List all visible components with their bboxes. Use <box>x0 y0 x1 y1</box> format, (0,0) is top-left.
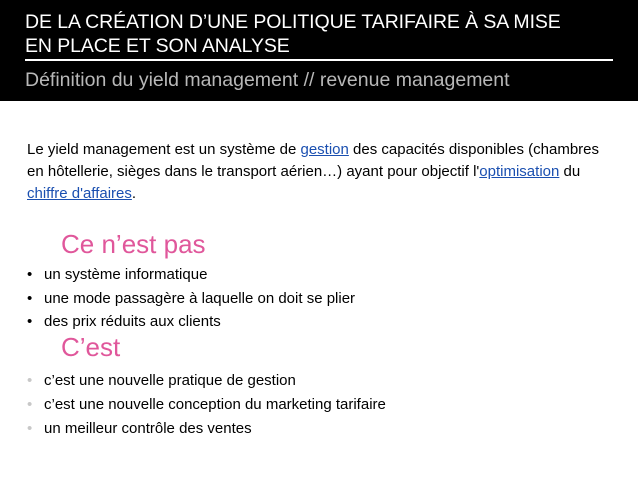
not-section-heading: Ce n’est pas <box>61 229 206 259</box>
bullet-icon: • <box>27 420 33 437</box>
bullet-icon: • <box>27 396 33 413</box>
slide-header <box>0 0 638 101</box>
gestion-link[interactable]: gestion <box>300 141 349 158</box>
chiffre-affaires-link[interactable]: chiffre d'affaires <box>27 185 132 202</box>
title-divider <box>25 59 613 61</box>
bullet-icon: • <box>27 289 33 307</box>
list-item-text: c’est une nouvelle pratique de gestion <box>44 372 296 389</box>
definition-text: des capacités disponibles (chambres en hôtellerie, sièges dans le transport aérien…) ayant pour objectif l' <box>27 141 600 180</box>
definition-paragraph <box>27 139 612 205</box>
slide-title: DE LA CRÉATION D’UNE POLITIQUE TARIFAIRE À SA MISE EN PLACE ET SON ANALYSE <box>25 11 561 57</box>
bullet-icon: • <box>27 266 33 283</box>
list-item <box>27 310 355 334</box>
list-item-text: un système informatique <box>44 266 208 283</box>
slide-subtitle: Définition du yield management // revenue management <box>25 69 510 91</box>
not-section-list <box>27 263 355 334</box>
list-item <box>27 369 386 393</box>
list-item <box>27 417 386 441</box>
is-section-heading: C’est <box>61 332 121 362</box>
list-item-text: une mode passagère à laquelle on doit se plier <box>44 289 356 307</box>
list-item-text: des prix réduits aux clients <box>44 313 221 330</box>
list-item-text: un meilleur contrôle des ventes <box>44 420 252 437</box>
is-section-list <box>27 369 386 441</box>
bullet-icon: • <box>27 372 33 389</box>
list-item <box>27 263 355 287</box>
bullet-icon: • <box>27 313 33 330</box>
list-item <box>27 393 386 417</box>
list-item <box>27 287 355 311</box>
optimisation-link[interactable]: optimisation <box>479 163 560 180</box>
definition-text: . <box>131 185 137 202</box>
definition-text: Le yield management est un système de <box>27 141 301 158</box>
definition-text: du <box>559 163 581 180</box>
list-item-text: c’est une nouvelle conception du marketing tarifaire <box>44 396 386 413</box>
